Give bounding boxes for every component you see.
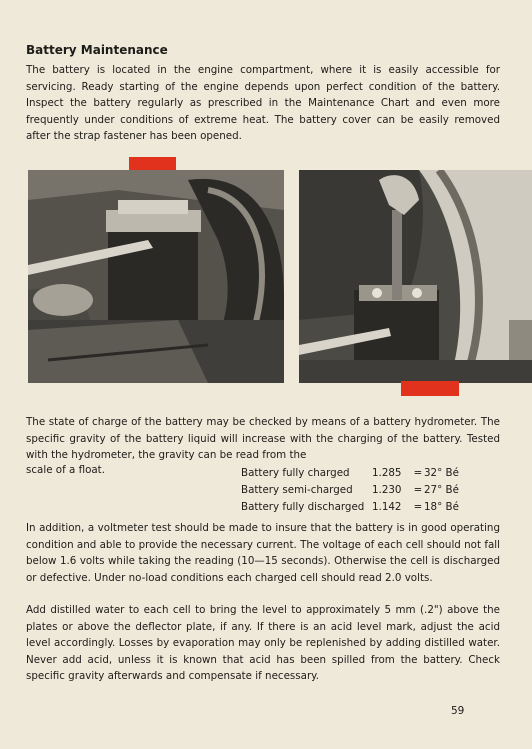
distilled-water-paragraph: Add distilled water to each cell to bring the level to approximately 5 mm (.2") above the plates or above the deflector plate, if any. If there is an acid level mark, adjust the acid level accordingly. Losses by evaporation may only be replenished by adding distilled water. Never add acid, unless it is known that acid has been spilled from the battery. Check specific gravity afterwards and compensate if necessary. xyxy=(26,604,500,682)
page-number: 59 xyxy=(451,705,465,717)
red-marker-top xyxy=(129,157,176,171)
gravity-baume: 32° Bé xyxy=(424,467,459,479)
section-heading: Battery Maintenance xyxy=(26,43,168,57)
gravity-table xyxy=(241,465,474,516)
battery-strap-photo xyxy=(28,170,284,383)
gravity-label: Battery fully discharged xyxy=(241,501,365,513)
gravity-row xyxy=(241,499,474,516)
hydrometer-paragraph: The state of charge of the battery may be checked by means of a battery hydrometer. The specific gravity of the battery liquid will increase with the charging of the battery. Tested with the hydrometer, the gravity can be read from the xyxy=(26,416,500,461)
red-marker-bottom xyxy=(401,381,459,396)
gravity-value: 1.285 xyxy=(372,467,402,479)
gravity-value: 1.230 xyxy=(372,484,402,496)
intro-paragraph: The battery is located in the engine compartment, where it is easily accessible for servicing. Ready starting of the engine depends upon perfect condition of the battery. Inspect the battery regularly as prescribed in the Maintenance Chart and even more frequently under conditions of extreme heat. The battery cover can be easily removed after the strap fastener has been opened. xyxy=(26,64,500,142)
gravity-equals: = xyxy=(413,484,423,496)
hydrometer-test-photo xyxy=(299,170,532,383)
voltmeter-paragraph: In addition, a voltmeter test should be made to insure that the battery is in good operating condition and able to provide the necessary current. The voltage of each cell should not fall below 1.6 volts while taking the reading (10—15 seconds). Otherwise the cell is discharged or defective. Under no-load conditions each charged cell should read 2.0 volts. xyxy=(26,522,500,584)
gravity-label: Battery semi-charged xyxy=(241,484,353,496)
gravity-equals: = xyxy=(413,501,423,513)
gravity-equals: = xyxy=(413,467,423,479)
gravity-label: Battery fully charged xyxy=(241,467,350,479)
gravity-row xyxy=(241,482,474,499)
gravity-value: 1.142 xyxy=(372,501,402,513)
hydrometer-paragraph-end: scale of a float. xyxy=(26,464,105,476)
gravity-baume: 18° Bé xyxy=(424,501,459,513)
gravity-row xyxy=(241,465,474,482)
gravity-baume: 27° Bé xyxy=(424,484,459,496)
